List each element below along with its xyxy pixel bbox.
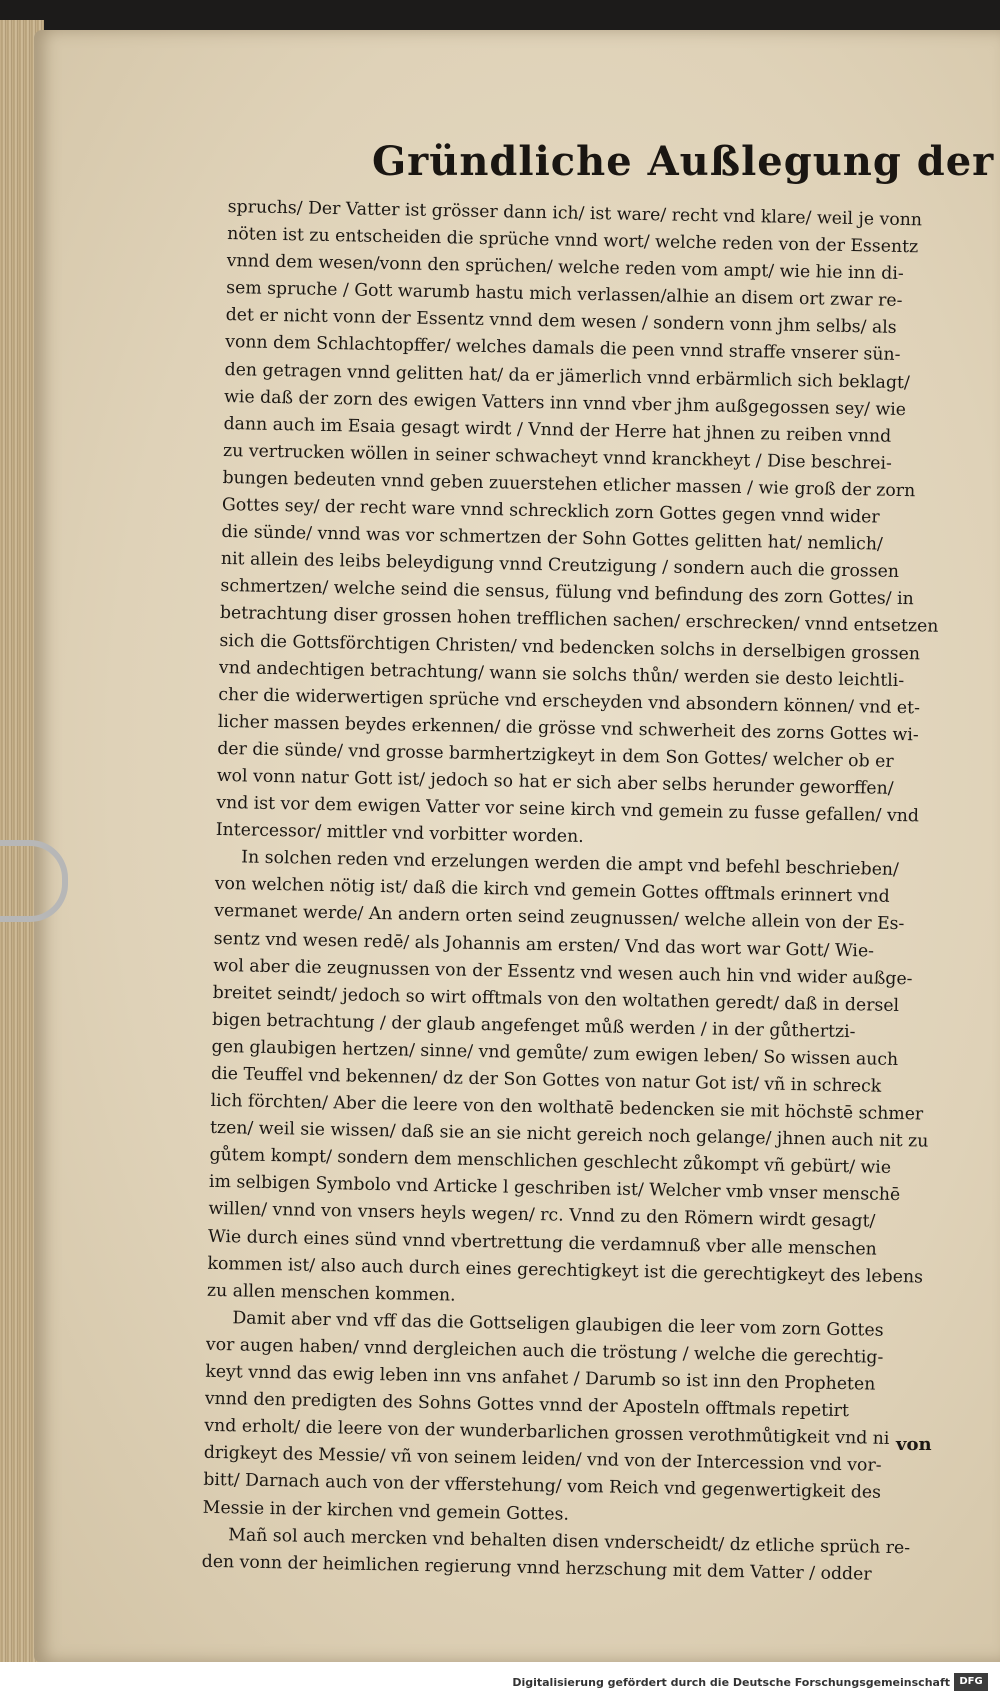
text-line: von welchen nötig ist/ daß die kirch vnd gemein Gottes offtmals erinnert vnd: [214, 874, 890, 908]
text-line: Gottes sey/ der recht ware vnnd schrecklich zorn Gottes gegen vnnd wider: [221, 494, 880, 528]
text-line: Intercessor/ mittler vnd vorbitter worden.: [215, 820, 584, 848]
text-line: zu vertrucken wöllen in seiner schwacheyt vnnd kranckheyt / Dise beschrei-: [222, 440, 893, 474]
text-line: lich förchten/ Aber die leere von den wolthatē bedencken sie mit höchstē schmer: [210, 1090, 924, 1125]
text-line: wie daß der zorn des ewigen Vatters inn vnnd vber jhm außgegossen sey/ wie: [223, 386, 907, 420]
text-line: betrachtung diser grossen hohen trefflichen sachen/ erschrecken/ vnnd entsetzen: [219, 603, 939, 638]
text-line: kommen ist/ also auch durch eines gerechtigkeyt ist die gerechtigkeyt des lebens: [207, 1253, 924, 1288]
text-line: gůtem kompt/ sondern dem menschlichen geschlecht zůkompt vñ gebürt/ wie: [209, 1145, 892, 1179]
text-line: licher massen beydes erkennen/ die grösse vnd schwerheit des zorns Gottes wi-: [217, 711, 919, 746]
text-line: vnnd dem wesen/vonn den sprüchen/ welche reden vom ampt/ wie hie inn di-: [226, 251, 904, 285]
running-header-title: Gründliche Außlegung der: [372, 138, 995, 185]
text-line: sich die Gottsförchtigen Christen/ vnd bedencken solchs in derselbigen grossen: [219, 630, 921, 664]
text-line: Messie in der kirchen vnd gemein Gottes.: [202, 1497, 570, 1525]
paper-clip: [0, 840, 68, 922]
paragraph-start-line: Mañ sol auch mercken vnd behalten disen vnderscheidt/ dz etliche sprüch re-: [228, 1524, 911, 1558]
text-line: die sünde/ vnnd was vor schmertzen der Sohn Gottes gelitten hat/ nemlich/: [221, 522, 883, 555]
text-line: vonn dem Schlachtopffer/ welches damals die peen vnnd straffe vnserer sün-: [224, 332, 901, 366]
body-text: [201, 194, 951, 1589]
paragraph-start-line: Damit aber vnd vff das die Gottseligen glaubigen die leer vom zorn Gottes: [232, 1308, 884, 1341]
text-line: tzen/ weil sie wissen/ daß sie an sie nicht gereich noch gelange/ jhnen auch nit zu: [209, 1118, 929, 1152]
text-line: cher die widerwertigen sprüche vnd erscheyden vnd absondern können/ vnd et-: [218, 684, 921, 719]
text-line: im selbigen Symbolo vnd Articke l geschriben ist/ Welcher vmb vnser menschē: [208, 1172, 901, 1206]
text-line: den vonn der heimlichen regierung vnnd herzschung mit dem Vatter / odder: [201, 1551, 872, 1585]
text-line: wol vonn natur Gott ist/ jedoch so hat er sich aber selbs herunder geworffen/: [216, 765, 894, 799]
text-line: drigkeyt des Messie/ vñ von seinem leiden/ vnd von der Intercession vnd vor-: [203, 1443, 882, 1477]
text-line: vor augen haben/ vnnd dergleichen auch die tröstung / welche die gerechtig-: [205, 1334, 884, 1368]
paragraph-start-line: In solchen reden vnd erzelungen werden die ampt vnd befehl beschrieben/: [241, 847, 900, 881]
text-line: Wie durch eines sünd vnnd vbertrettung die verdamnuß vber alle menschen: [207, 1226, 877, 1260]
text-line: bigen betrachtung / der glaub angefenget můß werden / in der gůthertzi-: [211, 1009, 856, 1043]
text-line: vnnd den predigten des Sohns Gottes vnnd der Aposteln offtmals repetirt: [204, 1388, 850, 1422]
text-line: schmertzen/ welche seind die sensus, fülung vnd befindung des zorn Gottes/ in: [220, 576, 914, 610]
text-line: det er nicht vonn der Essentz vnnd dem wesen / sondern vonn jhm selbs/ als: [225, 305, 897, 339]
text-line: sem spruche / Gott warumb hastu mich verlassen/alhie an disem ort zwar re-: [225, 278, 903, 312]
text-line: vnd erholt/ die leere von der wunderbarlichen grossen verothmůtigkeit vnd ni: [204, 1415, 890, 1450]
text-line: nit allein des leibs beleydigung vnnd Creutzigung / sondern auch die grossen: [220, 549, 900, 583]
footer-credit-text: Digitalisierung gefördert durch die Deutsche Forschungsgemeinschaft: [512, 1676, 950, 1689]
text-line: vnd andechtigen betrachtung/ wann sie solchs thůn/ werden sie desto leichtli-: [218, 657, 905, 691]
text-line: der die sünde/ vnd grosse barmhertzigkeyt in dem Son Gottes/ welcher ob er: [217, 738, 894, 772]
dfg-logo: DFG: [954, 1673, 988, 1691]
text-line: bungen bedeuten vnnd geben zuuerstehen etlicher massen / wie groß der zorn: [222, 467, 916, 502]
catchword: von: [896, 1434, 932, 1455]
text-line: breitet seindt/ jedoch so wirt offtmals von den woltathen geredt/ daß in dersel: [212, 982, 900, 1016]
text-line: willen/ vnnd von vnsers heyls wegen/ rc. Vnnd zu den Römern wirdt gesagt/: [208, 1199, 876, 1233]
text-line: zu allen menschen kommen.: [206, 1280, 456, 1306]
text-line: dann auch im Esaia gesagt wirdt / Vnnd der Herre hat jhnen zu reiben vnnd: [223, 413, 892, 447]
text-line: nöten ist zu entscheiden die sprüche vnnd wort/ welche reden von der Essentz: [227, 224, 919, 258]
text-line: gen glaubigen hertzen/ sinne/ vnd gemůte/ zum ewigen leben/ So wissen auch: [211, 1036, 899, 1070]
text-line: sentz vnd wesen redē/ als Johannis am ersten/ Vnd das wort war Gott/ Wie-: [213, 928, 875, 962]
text-line: vermanet werde/ An andern orten seind zeugnussen/ welche allein von der Es-: [214, 901, 905, 935]
footer-bar: [0, 1662, 1000, 1704]
text-line: vnd ist vor dem ewigen Vatter vor seine kirch vnd gemein zu fusse gefallen/ vnd: [216, 792, 920, 827]
text-line: wol aber die zeugnussen von der Essentz vnd wesen auch hin vnd wider außge-: [212, 955, 913, 989]
text-line: die Teuffel vnd bekennen/ dz der Son Gottes von natur Got ist/ vñ in schreck: [210, 1063, 882, 1097]
text-line: spruchs/ Der Vatter ist grösser dann ich/ ist ware/ recht vnd klare/ weil je vonn: [227, 196, 923, 231]
text-line: den getragen vnnd gelitten hat/ da er jämerlich vnnd erbärmlich sich beklagt/: [224, 359, 910, 393]
text-line: keyt vnnd das ewig leben inn vns anfahet / Darumb so ist inn den Propheten: [205, 1361, 876, 1395]
text-line: bitt/ Darnach auch von der vfferstehung/ vom Reich vnd gegenwertigkeit des: [203, 1470, 882, 1504]
